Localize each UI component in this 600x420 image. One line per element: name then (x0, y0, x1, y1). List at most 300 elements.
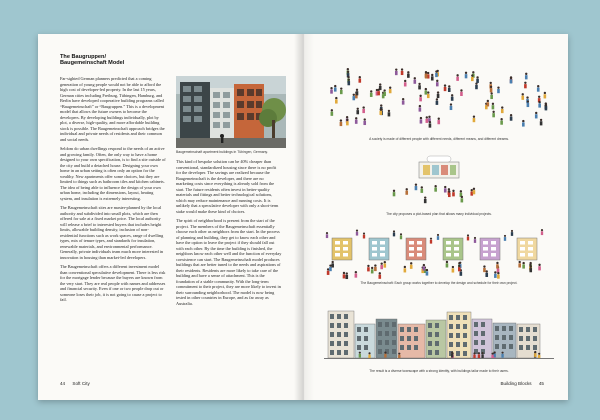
person-head (540, 119, 542, 121)
person-body (492, 105, 495, 109)
model-window (380, 247, 385, 251)
person-head (388, 110, 390, 112)
person-head (420, 117, 422, 119)
building-window (414, 345, 418, 350)
building-window (533, 336, 537, 341)
model-window (343, 253, 348, 257)
building-photo (176, 76, 286, 148)
crowd-figures (330, 68, 547, 128)
paragraph: Seldom do urban dwellings respond to the needs of an active and growing family. Often, the only way to have a home designed to your own specification, is to find a site outside of the city and build a detached house. Designing your own home in an urban setting is often only an option for the wealthy. New apartments offer some choices, but they are limited to things such as bathroom tiles and kitchen cabinets. The idea of being able to influence the design of your own urban home, including the dimensions, layout, heating system, and insulation is extremely interesting. (60, 146, 166, 201)
building-window (407, 345, 411, 350)
building-window (533, 345, 537, 350)
workshop-groups (326, 229, 543, 279)
text-column-1 (60, 76, 166, 307)
building-window (502, 344, 506, 349)
person-head (379, 272, 381, 274)
person-head (401, 68, 403, 70)
model-window (528, 253, 533, 257)
person-body (347, 81, 350, 85)
person-body (431, 76, 434, 80)
person-head (461, 196, 463, 198)
person-head (383, 89, 385, 91)
building-window (519, 327, 523, 332)
person-body (500, 121, 503, 125)
person-head (355, 271, 357, 273)
person-head (504, 235, 506, 237)
person-head (492, 111, 494, 113)
person-head (436, 98, 438, 100)
person-body (436, 82, 439, 86)
person-head (327, 268, 329, 270)
person-body (467, 237, 469, 241)
person-head (456, 74, 458, 76)
person-head (371, 267, 373, 269)
building-window (330, 341, 334, 346)
person-head (346, 119, 348, 121)
heading-line-1: The Baugruppen/ (60, 54, 106, 60)
building-window (474, 331, 478, 336)
person-body (456, 77, 459, 81)
building-window (400, 345, 404, 350)
person-body (458, 267, 461, 271)
person-head (355, 117, 357, 119)
person-body (389, 89, 392, 93)
building-window (378, 331, 382, 336)
person-head (501, 352, 503, 354)
person-body (476, 79, 479, 83)
person-body (368, 355, 370, 359)
person-head (435, 70, 437, 72)
building-window (330, 332, 334, 337)
paragraph: The spirit of neighborhood is present from the start of the project. The members of the Baugemeinschaft essentially choose each other as neighbors from the start. In the process of planning and building, they get to know each other and have the option to leave the project if they should fall out with each other. By the time the building is finished, the neighbors know each other well and the function of everyday coexistence can start. The Baugemeinschaft model produces buildings that are better tuned to the needs and aspirations of their residents. Residents are more likely to take care of the building and have a sense of attachment. This is the foundation of a stable community. With the long-term commitment to their project, they are more likely to invest in their surrounding neighborhood. The model is now being tested in other countries in Europe, and as far away as Australia. (176, 218, 282, 306)
person-body (370, 93, 373, 97)
person-body (460, 92, 463, 96)
person-body (490, 95, 493, 99)
person-head (347, 71, 349, 73)
person-head (437, 234, 439, 236)
person-head (346, 272, 348, 274)
building-window (428, 341, 432, 346)
model-window (454, 253, 459, 257)
person-head (423, 264, 425, 266)
text-column-2 (176, 159, 282, 310)
person-body (444, 188, 447, 192)
building-window (400, 327, 404, 332)
building-window (337, 341, 341, 346)
building-window (364, 345, 368, 350)
person-head (377, 89, 379, 91)
person-body (510, 79, 513, 83)
person-body (460, 272, 463, 276)
person-head (490, 86, 492, 88)
person-head (471, 74, 473, 76)
person-body (362, 109, 365, 113)
person-body (544, 94, 547, 98)
person-head (535, 112, 537, 114)
person-body (401, 71, 404, 75)
person-body (444, 87, 447, 91)
building-window (519, 345, 523, 350)
building-window (509, 335, 513, 340)
model-window (491, 241, 496, 245)
person-body (367, 267, 370, 271)
person-head (431, 74, 433, 76)
person-body (430, 240, 432, 244)
person-head (368, 352, 370, 354)
person-head (424, 196, 426, 198)
person-head (497, 272, 499, 274)
model-window (380, 253, 385, 257)
model-window (409, 241, 414, 245)
person-head (404, 80, 406, 82)
person-body (534, 353, 536, 357)
person-body (421, 189, 424, 193)
building-window (378, 322, 382, 327)
person-head (448, 190, 450, 192)
model-window (409, 247, 414, 251)
person-head (472, 71, 474, 73)
building-window (337, 314, 341, 319)
building-window (449, 315, 453, 320)
person-body (473, 355, 475, 359)
person-body (374, 267, 377, 271)
person-body (326, 234, 328, 238)
person-body (437, 94, 440, 98)
model-window (528, 247, 533, 251)
building-photo-image (176, 76, 286, 148)
book-spread (38, 34, 568, 400)
person-head (362, 106, 364, 108)
person-head (476, 76, 478, 78)
person-head (460, 190, 462, 192)
person-body (418, 85, 421, 89)
person-head (444, 186, 446, 188)
person-body (378, 275, 381, 279)
building-window (357, 345, 361, 350)
person-body (537, 87, 540, 91)
person-head (329, 264, 331, 266)
building-window (344, 314, 348, 319)
person-body (352, 96, 355, 100)
person-body (494, 274, 497, 278)
person-head (490, 82, 492, 84)
person-body (481, 354, 483, 358)
building-window (364, 327, 368, 332)
person-body (331, 112, 334, 116)
person-head (356, 230, 358, 232)
building-window (337, 350, 341, 355)
person-head (492, 103, 494, 105)
building-window (435, 323, 439, 328)
person-body (538, 103, 541, 107)
person-head (460, 89, 462, 91)
person-body (335, 99, 338, 103)
person-head (395, 68, 397, 70)
building-window (400, 336, 404, 341)
person-body (461, 198, 464, 202)
person-body (334, 87, 337, 91)
person-head (497, 86, 499, 88)
person-body (427, 94, 430, 98)
townscape-buildings (328, 311, 540, 359)
person-body (497, 89, 500, 93)
person-head (426, 269, 428, 271)
person-head (428, 116, 430, 118)
person-body (446, 263, 449, 267)
building-window (526, 345, 530, 350)
person-body (535, 114, 538, 118)
workshop-illustration (324, 224, 554, 282)
building-window (456, 333, 460, 338)
building-window (526, 327, 530, 332)
person-head (407, 71, 409, 73)
person-head (473, 352, 475, 354)
building-window (435, 350, 439, 355)
person-body (340, 90, 343, 94)
person-head (522, 120, 524, 122)
model-window (335, 241, 340, 245)
building-window (449, 342, 453, 347)
person-body (437, 120, 440, 124)
model-window (446, 241, 451, 245)
person-head (500, 118, 502, 120)
person-body (497, 274, 500, 278)
person-body (384, 354, 386, 358)
person-body (371, 269, 374, 273)
person-head (334, 85, 336, 87)
building-window (449, 333, 453, 338)
model-window (417, 241, 422, 245)
person-body (363, 121, 366, 125)
person-head (486, 270, 488, 272)
model-window (417, 247, 422, 251)
model-window (483, 253, 488, 257)
person-body (355, 120, 358, 124)
person-body (425, 119, 428, 123)
plot-plan-illustration (324, 150, 554, 210)
person-head (459, 262, 461, 264)
person-body (429, 123, 432, 127)
folio-left (60, 381, 90, 386)
model-window (335, 247, 340, 251)
building-window (495, 326, 499, 331)
person-head (538, 101, 540, 103)
building-window (463, 351, 467, 356)
paragraph: Far-sighted German planners predicted that a coming generation of young people would not be able to afford the high cost of developer-led property. In the last 15 years, German cities including Freiburg, Tübingen, Hamburg, and Berlin have developed cooperative building programs called “Baugemeinschaft” or “Baugruppen.” This is a development model that allows the future owners to become the developers. By developing buildings individually, plot by plot, a diverse, high-quality, and more affordable building stock is possible. The Baugemeinschaft approach bridges the individual and private needs of residents and their common and social needs. (60, 76, 165, 142)
person-body (359, 354, 361, 358)
person-head (384, 352, 386, 354)
person-body (475, 85, 478, 89)
model-window (372, 253, 377, 257)
person-head (418, 83, 420, 85)
building-window (456, 315, 460, 320)
person-body (407, 74, 410, 78)
person-head (482, 352, 484, 354)
person-head (410, 262, 412, 264)
person-body (511, 232, 513, 236)
model-window (409, 253, 414, 257)
person-body (474, 239, 476, 243)
person-head (363, 232, 365, 234)
building-window (385, 331, 389, 336)
person-head (335, 97, 337, 99)
person-body (483, 268, 486, 272)
person-head (538, 96, 540, 98)
person-head (474, 237, 476, 239)
person-head (364, 118, 366, 120)
person-head (434, 185, 436, 187)
person-head (545, 104, 547, 106)
building-window (392, 322, 396, 327)
model-window (520, 241, 525, 245)
building-window (533, 327, 537, 332)
person-body (497, 268, 500, 272)
person-body (450, 106, 453, 110)
person-body (413, 80, 416, 84)
building-window (449, 324, 453, 329)
person-head (541, 229, 543, 231)
townscape-illustration (324, 294, 554, 366)
person-head (374, 264, 376, 266)
person-head (436, 80, 438, 82)
person-body (527, 103, 530, 107)
model-window (491, 253, 496, 257)
person-body (380, 265, 383, 269)
building-window (414, 327, 418, 332)
person-body (518, 263, 521, 267)
person-body (451, 97, 454, 101)
building-window (526, 336, 530, 341)
running-title: Building Blocks (500, 381, 532, 386)
person-body (419, 107, 422, 111)
building-window (456, 324, 460, 329)
person-head (446, 261, 448, 263)
person-body (345, 275, 348, 279)
person-body (415, 186, 418, 190)
person-head (494, 271, 496, 273)
building-window (474, 322, 478, 327)
person-head (518, 261, 520, 263)
person-body (522, 264, 525, 268)
crowd-illustration (324, 64, 554, 134)
building-window (509, 344, 513, 349)
person-head (537, 85, 539, 87)
person-head (347, 76, 349, 78)
person-body (487, 102, 490, 106)
person-head (398, 353, 400, 355)
person-head (426, 116, 428, 118)
person-head (448, 188, 450, 190)
building-window (392, 331, 396, 336)
building-window (344, 323, 348, 328)
person-body (529, 268, 532, 272)
person-body (545, 106, 548, 110)
model-window (454, 247, 459, 251)
person-head (367, 265, 369, 267)
building-window (337, 332, 341, 337)
building-window (463, 342, 467, 347)
person-body (400, 235, 402, 239)
person-head (465, 72, 467, 74)
person-body (437, 236, 439, 240)
person-body (330, 89, 333, 93)
person-head (467, 234, 469, 236)
person-body (524, 84, 527, 88)
person-body (379, 111, 382, 115)
person-body (496, 264, 499, 268)
building-window (344, 332, 348, 337)
building-window (481, 322, 485, 327)
person-body (384, 263, 387, 267)
person-body (340, 122, 343, 126)
folio-right (500, 381, 544, 386)
building-window (385, 340, 389, 345)
person-body (436, 101, 439, 105)
person-body (473, 190, 476, 194)
building-window (456, 351, 460, 356)
person-head (353, 94, 355, 96)
person-body (358, 79, 361, 83)
person-body (355, 273, 358, 277)
person-body (423, 266, 426, 270)
person-head (483, 265, 485, 267)
person-body (522, 122, 525, 126)
building-window (357, 327, 361, 332)
person-head (448, 85, 450, 87)
person-head (452, 266, 454, 268)
person-head (356, 89, 358, 91)
person-head (402, 98, 404, 100)
model-window (446, 253, 451, 257)
person-body (492, 113, 495, 117)
person-body (329, 267, 332, 271)
building-window (337, 323, 341, 328)
caption-townscape: The result is a diverse townscape with a strong identity, with buildings tailor made to their users. (369, 369, 509, 373)
caption-plot-plan: The city proposes a plot-based plan that allows many individual projects. (386, 212, 492, 216)
page-number: 45 (538, 381, 544, 386)
person-head (331, 261, 333, 263)
heading-line-2: Baugemeinschaft Model (60, 60, 125, 67)
model-window (483, 247, 488, 251)
person-body (356, 110, 359, 114)
person-body (393, 233, 395, 237)
person-body (501, 109, 504, 113)
plot-people (393, 184, 476, 204)
person-body (473, 118, 476, 122)
paragraph: The Baugemeinschaft sites are master-planned by the local authority and subdivided into small plots, which are then offered for sale at a fixed market price. The local authority will release a brief to interested buyers that includes height limits, allowable building density, inclusion of non-residential functions such as work spaces, range of dwelling types, mix of tenure types, and standards for insulation, renewable materials, and environmental performance. Generally, private individuals team much more interested in innovation in housing than market-led developers. (60, 205, 164, 260)
person-head (429, 121, 431, 123)
person-head (370, 90, 372, 92)
person-head (510, 77, 512, 79)
person-head (538, 353, 540, 355)
person-head (452, 190, 454, 192)
model-window (343, 247, 348, 251)
person-head (458, 265, 460, 267)
person-body (448, 88, 451, 92)
person-head (421, 186, 423, 188)
building-window (428, 323, 432, 328)
person-body (331, 263, 334, 267)
building-window (519, 336, 523, 341)
person-body (452, 192, 455, 196)
model-window (380, 241, 385, 245)
building-window (463, 333, 467, 338)
person-body (448, 193, 451, 197)
building-window (344, 350, 348, 355)
person-head (451, 94, 453, 96)
model-window (372, 241, 377, 245)
person-head (490, 92, 492, 94)
